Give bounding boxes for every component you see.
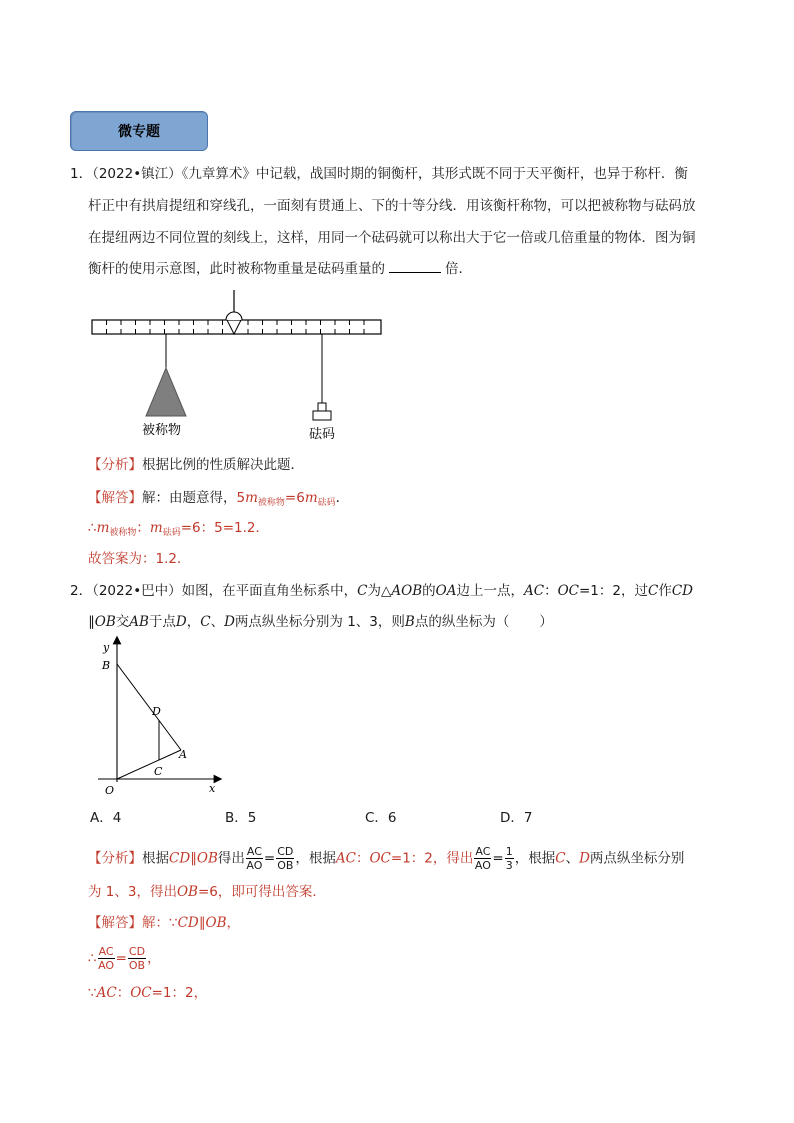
label-D: D [152, 705, 161, 718]
q1-solution: 【解答】解：由题意得，$5m_{被称物}=6m_{砝码}$． [88, 490, 350, 508]
q2-solution-line1: 【解答】解：∵CD∥OB， [88, 915, 240, 931]
q1-text-1: 《九章算术》中记载，战国时期的铜衡杆，其形式既不同于天平衡杆，也异于称杆．衡 [181, 166, 688, 182]
option-a[interactable]: A．4 [90, 810, 122, 826]
solution-tag: 【解答】 [88, 490, 142, 506]
weighed-object [146, 368, 186, 416]
answer-blank [389, 260, 441, 273]
label-C: C [154, 765, 163, 778]
q2-solution-line2: ∴ $\frac{AC}{AO}$ = $\frac{CD}{OB}$ ， [88, 945, 161, 972]
equation-1: $5m_{被称物}=6m_{砝码}$ [236, 490, 336, 508]
q1-text-4: 衡杆的使用示意图，此时被称物重量是砝码重量的 [88, 261, 385, 277]
q2-solution-line3: ∵AC：OC=1：2， [88, 985, 208, 1001]
fraction-cd-ob: $\frac{CD}{OB}$ [277, 845, 294, 872]
option-c[interactable]: C．6 [365, 810, 397, 826]
fraction-cd-ob-2: $\frac{CD}{OB}$ [128, 945, 146, 972]
label-B: B [102, 659, 111, 672]
q1-number: 1． [70, 166, 93, 182]
q1-line3: 在提纽两边不同位置的刻线上，这样，用同一个砝码就可以称出大于它一倍或几倍重量的物体．图为铜 [88, 230, 696, 246]
weight-label: 砝码 [309, 427, 336, 442]
segment-OA [117, 750, 181, 779]
lift-knob [226, 312, 242, 320]
label-x: x [209, 782, 216, 795]
analysis-tag: 【分析】 [88, 457, 142, 473]
q2-line2: ∥OB交AB于点D，C、D两点纵坐标分别为 1、3，则B点的纵坐标为（ ） [88, 614, 553, 630]
label-A: A [179, 748, 187, 761]
weight-bottom [313, 411, 331, 420]
option-b[interactable]: B．5 [225, 810, 257, 826]
balance-beam-figure [88, 290, 388, 450]
segment-AB [117, 664, 181, 750]
label-y: y [103, 641, 110, 654]
option-d[interactable]: D．7 [500, 810, 533, 826]
fraction-ac-ao-2: $\frac{AC}{AO}$ [474, 845, 491, 872]
analysis-text: 根据比例的性质解决此题． [142, 457, 304, 473]
q1-line4 [88, 259, 472, 279]
section-tag: 微专题 [70, 111, 208, 151]
fraction-one-third: $\frac{1}{3}$ [505, 845, 513, 872]
q1-text-4-end: 倍． [445, 261, 472, 277]
coordinate-figure [90, 634, 230, 799]
q2-analysis-line1: 【分析】根据CD∥OB得出 $\frac{AC}{AO}$ = $\frac{CD}{OB}$ ，根据AC：OC=1：2，得出 $\frac{AC}{AO}$ = $\frac{1}{3}$ ，根据C、D两点纵坐标分别 [88, 845, 685, 872]
q1-line1 [70, 164, 688, 184]
q1-analysis [88, 455, 304, 475]
q2-analysis-line2: 为 1、3，得出OB=6，即可得出答案． [88, 884, 326, 900]
q2-line1: 2．（2022•巴中）如图，在平面直角坐标系中，C为△AOB的OA边上一点，AC：OC=1：2，过C作CD [70, 583, 693, 599]
weight-top [318, 403, 326, 411]
q1-equation-2: $\therefore m_{被称物}$：$m_{砝码}=6$：5=1.2． [88, 520, 270, 538]
fraction-ac-ao: $\frac{AC}{AO}$ [246, 845, 263, 872]
q1-line2: 杆正中有拱肩提纽和穿线孔，一面刻有贯通上、下的十等分线．用该衡杆称物，可以把被称物与砝码放 [88, 198, 696, 214]
weighed-object-label: 被称物 [142, 423, 182, 438]
label-O: O [105, 784, 115, 797]
solution-intro: 解：由题意得， [142, 490, 237, 506]
q1-answer: 故答案为：1.2． [88, 551, 191, 567]
fraction-ac-ao-3: $\frac{AC}{AO}$ [98, 945, 115, 972]
q1-source: （2022•镇江） [92, 166, 182, 182]
